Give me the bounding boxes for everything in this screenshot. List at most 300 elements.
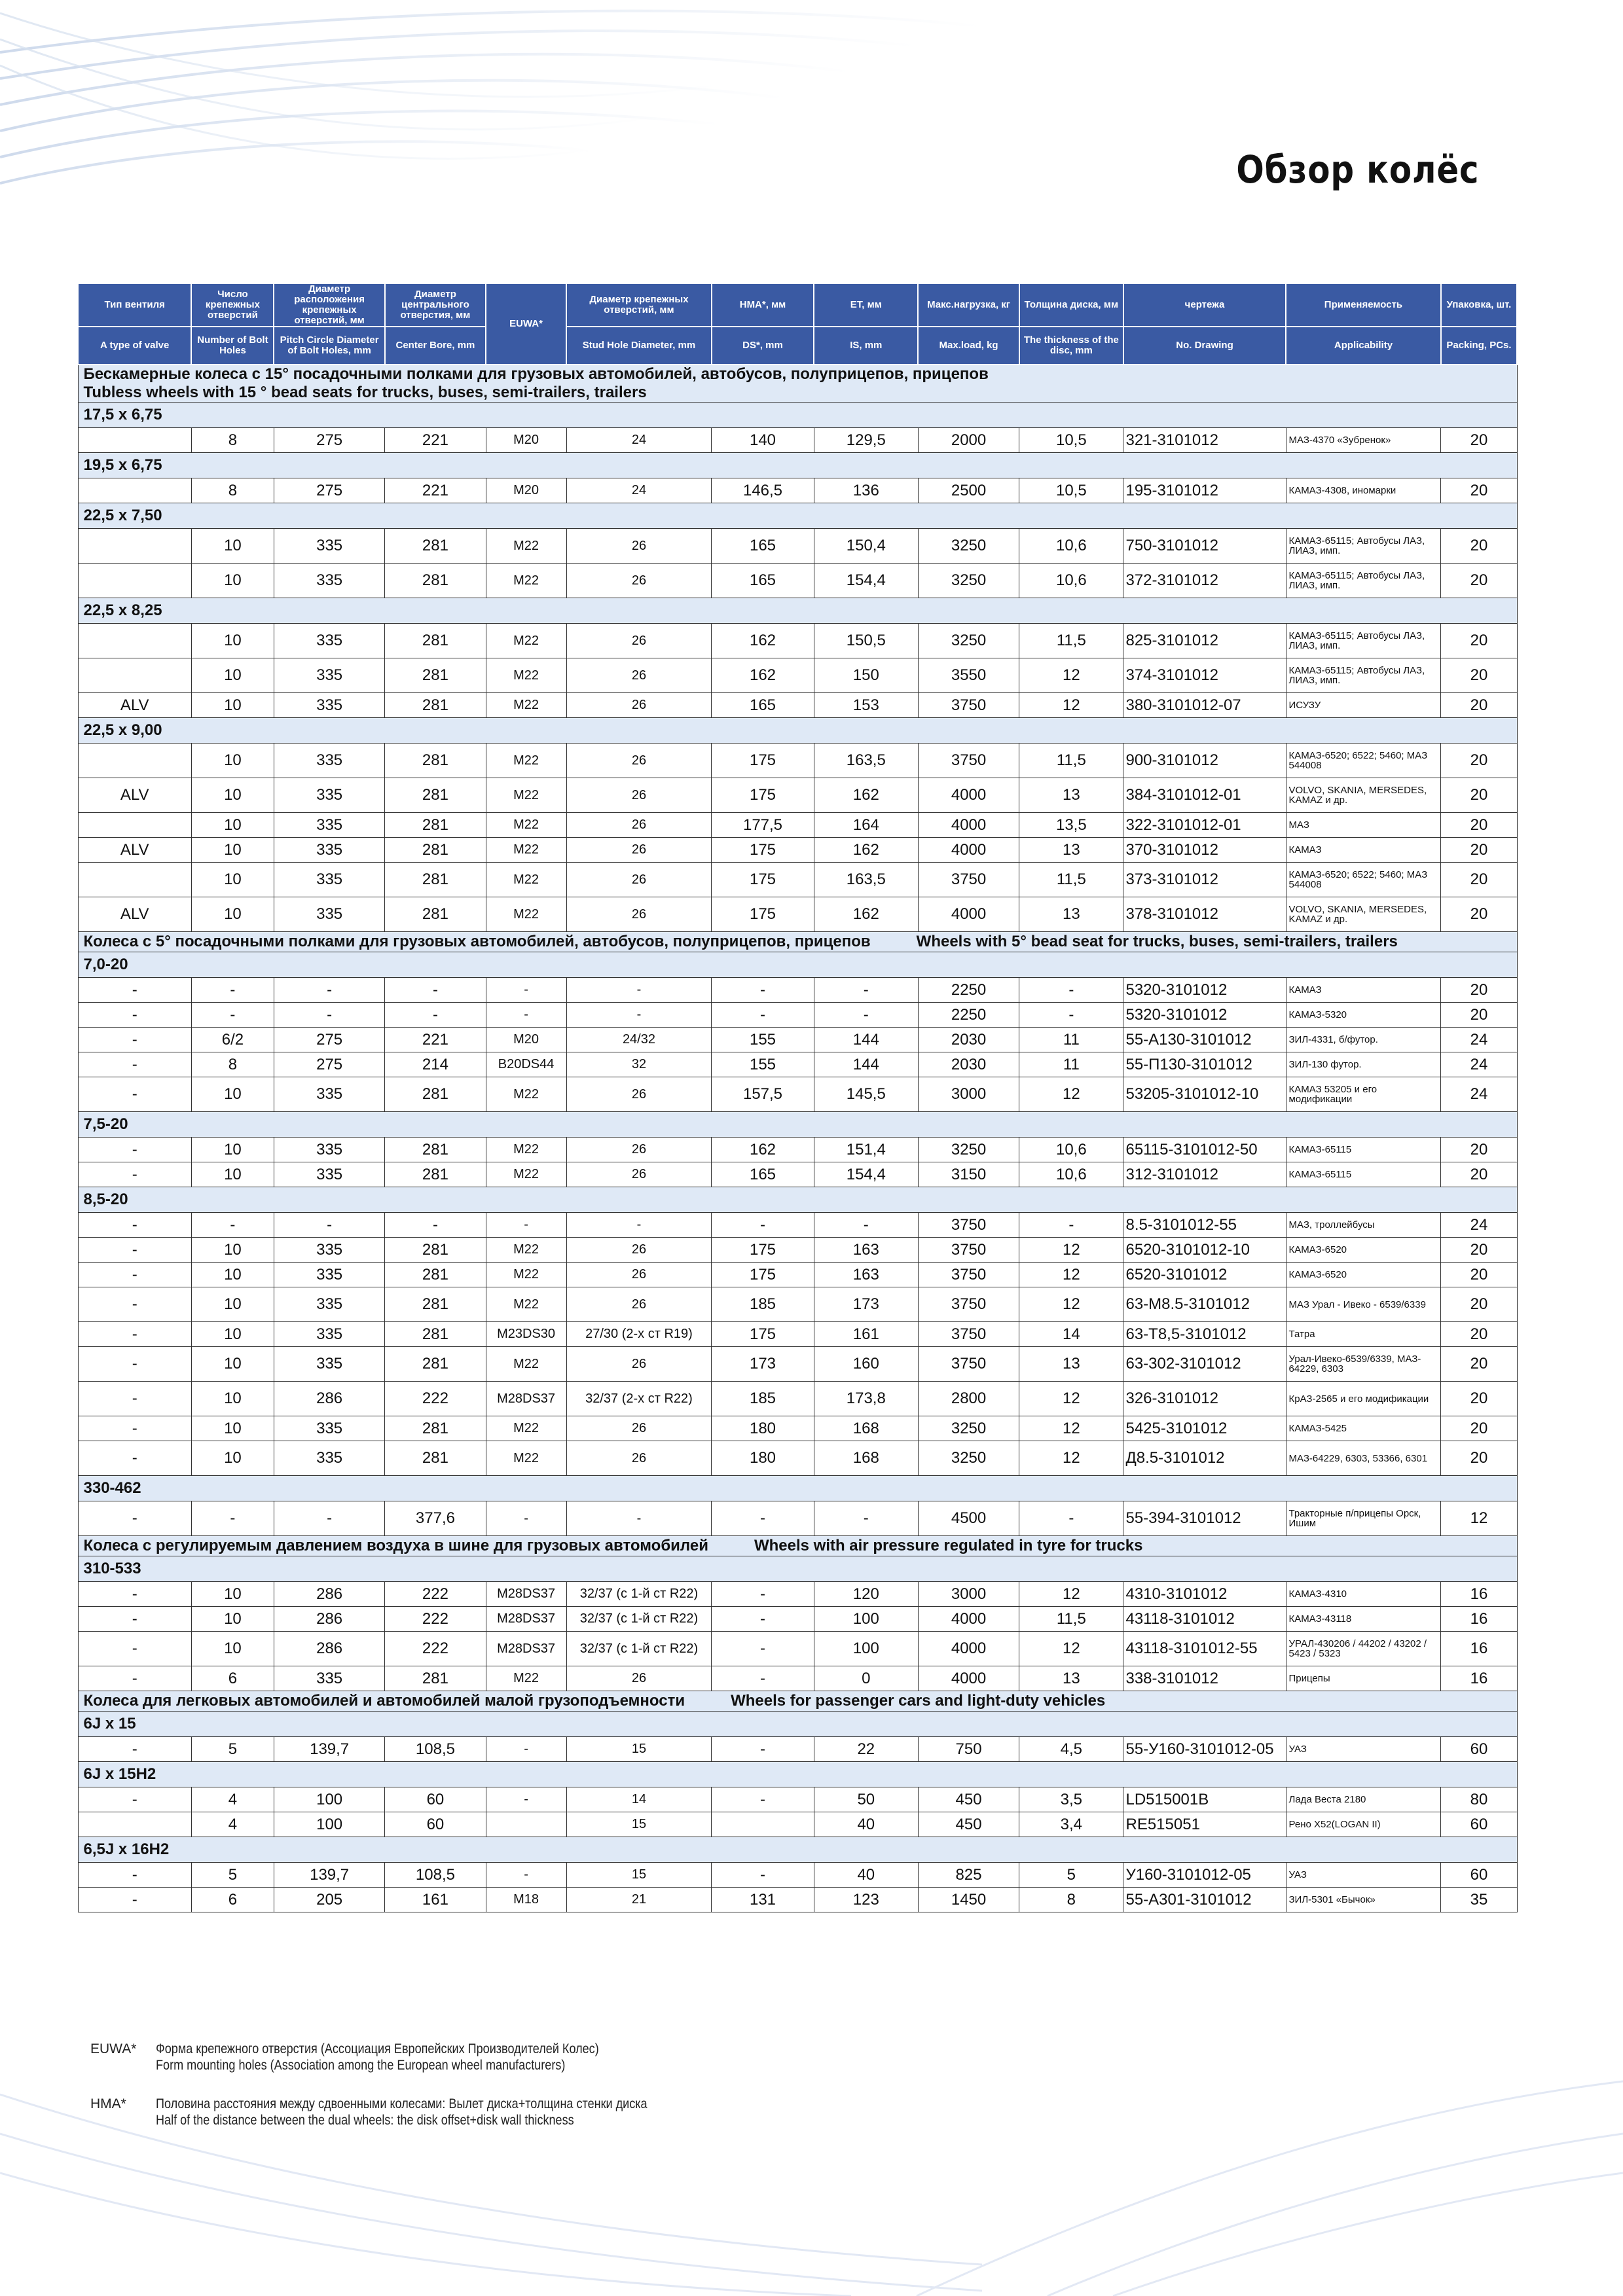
bore-cell: 221: [385, 1028, 486, 1052]
size-row: [78, 1762, 1517, 1787]
valve-cell: -: [78, 1263, 191, 1287]
hma-cell: 185: [712, 1287, 814, 1322]
holes-cell: 6: [191, 1888, 274, 1912]
euwa-cell: M22: [486, 863, 566, 897]
footnotes: [90, 2041, 727, 2151]
bore-cell: 281: [385, 1162, 486, 1187]
holes-cell: 6/2: [191, 1028, 274, 1052]
bore-cell: 281: [385, 1263, 486, 1287]
valve-cell: ALV: [78, 838, 191, 863]
holes-cell: 10: [191, 1441, 274, 1476]
table-row: [78, 778, 1517, 813]
valve-cell: -: [78, 1666, 191, 1691]
thickness-cell: 12: [1019, 1287, 1123, 1322]
stud-cell: 26: [566, 624, 712, 658]
thickness-cell: -: [1019, 1003, 1123, 1028]
applicability-cell: КАМАЗ-65115: [1286, 1162, 1441, 1187]
applicability-cell: Прицепы: [1286, 1666, 1441, 1691]
col-header-thickness-ru: Толщина диска, мм: [1019, 283, 1123, 327]
load-cell: 4000: [918, 1632, 1019, 1666]
bore-cell: 221: [385, 428, 486, 453]
thickness-cell: 12: [1019, 1382, 1123, 1416]
valve-cell: [78, 564, 191, 598]
hma-cell: 185: [712, 1382, 814, 1416]
size-row: [78, 1112, 1517, 1138]
holes-cell: 8: [191, 428, 274, 453]
pcd-cell: 335: [274, 1138, 384, 1162]
et-cell: 22: [814, 1737, 918, 1762]
stud-cell: 32/37 (с 1-й ст R22): [566, 1607, 712, 1632]
applicability-cell: УРАЛ-430206 / 44202 / 43202 / 5423 / 5323: [1286, 1632, 1441, 1666]
applicability-cell: Рено X52(LOGAN II): [1286, 1812, 1441, 1837]
bore-cell: 222: [385, 1607, 486, 1632]
applicability-cell: Тракторные п/прицепы Орск, Ишим: [1286, 1501, 1441, 1536]
hma-cell: 165: [712, 529, 814, 564]
packing-cell: 16: [1441, 1666, 1517, 1691]
col-header-pcd-ru: Диаметр расположения крепежных отверстий, мм: [274, 283, 384, 327]
hma-cell: 146,5: [712, 478, 814, 503]
packing-cell: 20: [1441, 624, 1517, 658]
thickness-cell: -: [1019, 1501, 1123, 1536]
hma-cell: 180: [712, 1441, 814, 1476]
hma-cell: -: [712, 1863, 814, 1888]
valve-cell: [78, 863, 191, 897]
et-cell: 163: [814, 1238, 918, 1263]
load-cell: 3250: [918, 564, 1019, 598]
valve-cell: -: [78, 1077, 191, 1112]
col-header-euwa: EUWA*: [486, 283, 566, 365]
euwa-cell: M28DS37: [486, 1382, 566, 1416]
hma-cell: 162: [712, 658, 814, 693]
bore-cell: 60: [385, 1812, 486, 1837]
pcd-cell: 335: [274, 778, 384, 813]
et-cell: 168: [814, 1416, 918, 1441]
bore-cell: 281: [385, 564, 486, 598]
valve-cell: -: [78, 1582, 191, 1607]
applicability-cell: ИСУЗУ: [1286, 693, 1441, 718]
euwa-cell: -: [486, 1213, 566, 1238]
thickness-cell: 12: [1019, 1238, 1123, 1263]
load-cell: 4000: [918, 1666, 1019, 1691]
euwa-cell: M22: [486, 1077, 566, 1112]
et-cell: 50: [814, 1787, 918, 1812]
applicability-cell: КАМАЗ-43118: [1286, 1607, 1441, 1632]
holes-cell: 10: [191, 1416, 274, 1441]
pcd-cell: 335: [274, 744, 384, 778]
packing-cell: 20: [1441, 478, 1517, 503]
section-header: [78, 365, 1517, 403]
packing-cell: 20: [1441, 1382, 1517, 1416]
holes-cell: 10: [191, 1607, 274, 1632]
thickness-cell: 12: [1019, 1077, 1123, 1112]
bore-cell: 214: [385, 1052, 486, 1077]
thickness-cell: 10,6: [1019, 529, 1123, 564]
table-row: [78, 1787, 1517, 1812]
packing-cell: 20: [1441, 1263, 1517, 1287]
hma-cell: 173: [712, 1347, 814, 1382]
stud-cell: 32/37 (с 1-й ст R22): [566, 1582, 712, 1607]
pcd-cell: 335: [274, 1263, 384, 1287]
pcd-cell: 335: [274, 1077, 384, 1112]
stud-cell: 14: [566, 1787, 712, 1812]
holes-cell: 10: [191, 838, 274, 863]
bore-cell: 281: [385, 1441, 486, 1476]
valve-cell: -: [78, 1441, 191, 1476]
stud-cell: 26: [566, 1077, 712, 1112]
stud-cell: -: [566, 1003, 712, 1028]
et-cell: 0: [814, 1666, 918, 1691]
et-cell: 162: [814, 778, 918, 813]
table-row: [78, 1888, 1517, 1912]
et-cell: 160: [814, 1347, 918, 1382]
drawing-cell: 312-3101012: [1123, 1162, 1286, 1187]
packing-cell: 20: [1441, 564, 1517, 598]
thickness-cell: 13: [1019, 897, 1123, 932]
hma-cell: -: [712, 1787, 814, 1812]
stud-cell: 26: [566, 838, 712, 863]
col-header-bore-ru: Диаметр центрального отверстия, мм: [385, 283, 486, 327]
table-row: [78, 1003, 1517, 1028]
table-row: [78, 478, 1517, 503]
holes-cell: 10: [191, 658, 274, 693]
size-label: 17,5 x 6,75: [78, 403, 1517, 428]
stud-cell: 15: [566, 1737, 712, 1762]
section-header: [78, 932, 1517, 952]
col-header-pcd-en: Pitch Circle Diameter of Bolt Holes, mm: [274, 327, 384, 365]
table-row: [78, 1863, 1517, 1888]
thickness-cell: 10,6: [1019, 1162, 1123, 1187]
load-cell: 2250: [918, 978, 1019, 1003]
packing-cell: 20: [1441, 897, 1517, 932]
euwa-cell: -: [486, 978, 566, 1003]
thickness-cell: 12: [1019, 658, 1123, 693]
hma-cell: -: [712, 1737, 814, 1762]
bore-cell: 108,5: [385, 1737, 486, 1762]
valve-cell: -: [78, 1162, 191, 1187]
table-row: [78, 897, 1517, 932]
drawing-cell: 370-3101012: [1123, 838, 1286, 863]
pcd-cell: 275: [274, 1028, 384, 1052]
size-row: [78, 1837, 1517, 1863]
load-cell: 3750: [918, 744, 1019, 778]
holes-cell: -: [191, 1501, 274, 1536]
et-cell: 161: [814, 1322, 918, 1347]
stud-cell: 26: [566, 693, 712, 718]
applicability-cell: КАМАЗ: [1286, 978, 1441, 1003]
stud-cell: 26: [566, 658, 712, 693]
et-cell: 129,5: [814, 428, 918, 453]
packing-cell: 20: [1441, 658, 1517, 693]
euwa-cell: -: [486, 1003, 566, 1028]
stud-cell: 26: [566, 1416, 712, 1441]
holes-cell: -: [191, 978, 274, 1003]
pcd-cell: 335: [274, 1347, 384, 1382]
hma-cell: 162: [712, 1138, 814, 1162]
holes-cell: 10: [191, 778, 274, 813]
valve-cell: -: [78, 1607, 191, 1632]
size-label: 22,5 x 7,50: [78, 503, 1517, 529]
bore-cell: 377,6: [385, 1501, 486, 1536]
pcd-cell: 335: [274, 1441, 384, 1476]
valve-cell: -: [78, 1322, 191, 1347]
pcd-cell: 335: [274, 838, 384, 863]
thickness-cell: 13,5: [1019, 813, 1123, 838]
valve-cell: -: [78, 1052, 191, 1077]
load-cell: 2500: [918, 478, 1019, 503]
packing-cell: 20: [1441, 693, 1517, 718]
pcd-cell: 335: [274, 1666, 384, 1691]
valve-cell: [78, 1812, 191, 1837]
load-cell: 3250: [918, 1138, 1019, 1162]
thickness-cell: 11: [1019, 1028, 1123, 1052]
size-row: [78, 1476, 1517, 1501]
thickness-cell: 12: [1019, 693, 1123, 718]
stud-cell: 24: [566, 478, 712, 503]
section-title-en: Tubless wheels with 15 ° bead seats for trucks, buses, semi-trailers, trailers: [83, 384, 647, 401]
table-row: [78, 1052, 1517, 1077]
hma-cell: -: [712, 1666, 814, 1691]
bore-cell: 221: [385, 478, 486, 503]
euwa-cell: M18: [486, 1888, 566, 1912]
pcd-cell: 139,7: [274, 1863, 384, 1888]
footnote-text: [156, 2096, 647, 2128]
euwa-cell: M22: [486, 693, 566, 718]
holes-cell: 10: [191, 1238, 274, 1263]
size-label: 7,0-20: [78, 952, 1517, 978]
hma-cell: 155: [712, 1028, 814, 1052]
bore-cell: 281: [385, 1077, 486, 1112]
packing-cell: 20: [1441, 1347, 1517, 1382]
applicability-cell: Лада Веста 2180: [1286, 1787, 1441, 1812]
packing-cell: 60: [1441, 1737, 1517, 1762]
holes-cell: 5: [191, 1737, 274, 1762]
holes-cell: 4: [191, 1812, 274, 1837]
load-cell: 2000: [918, 428, 1019, 453]
thickness-cell: 11,5: [1019, 624, 1123, 658]
hma-cell: 180: [712, 1416, 814, 1441]
drawing-cell: 55-А301-3101012: [1123, 1888, 1286, 1912]
applicability-cell: КАМАЗ-6520; 6522; 5460; МАЗ 544008: [1286, 863, 1441, 897]
stud-cell: 21: [566, 1888, 712, 1912]
col-header-valve-ru: Тип вентиля: [78, 283, 191, 327]
packing-cell: 24: [1441, 1077, 1517, 1112]
holes-cell: 10: [191, 564, 274, 598]
load-cell: 4000: [918, 778, 1019, 813]
table-row: [78, 564, 1517, 598]
drawing-cell: 5320-3101012: [1123, 1003, 1286, 1028]
bore-cell: 281: [385, 1287, 486, 1322]
et-cell: 163,5: [814, 744, 918, 778]
drawing-cell: 321-3101012: [1123, 428, 1286, 453]
stud-cell: 24: [566, 428, 712, 453]
hma-cell: -: [712, 1501, 814, 1536]
drawing-cell: 55-394-3101012: [1123, 1501, 1286, 1536]
euwa-cell: M28DS37: [486, 1582, 566, 1607]
stud-cell: 26: [566, 1347, 712, 1382]
col-header-drawing-en: No. Drawing: [1123, 327, 1286, 365]
footnote-hma: [90, 2096, 727, 2128]
et-cell: 120: [814, 1582, 918, 1607]
holes-cell: 10: [191, 1322, 274, 1347]
hma-cell: 175: [712, 1263, 814, 1287]
size-label: 330-462: [78, 1476, 1517, 1501]
applicability-cell: КАМАЗ-5320: [1286, 1003, 1441, 1028]
euwa-cell: M28DS37: [486, 1632, 566, 1666]
stud-cell: 26: [566, 1263, 712, 1287]
et-cell: 40: [814, 1863, 918, 1888]
bore-cell: 222: [385, 1582, 486, 1607]
et-cell: 173,8: [814, 1382, 918, 1416]
col-header-thickness-en: The thickness of the disc, mm: [1019, 327, 1123, 365]
packing-cell: 20: [1441, 1287, 1517, 1322]
holes-cell: 4: [191, 1787, 274, 1812]
col-header-applicability-en: Applicability: [1286, 327, 1441, 365]
pcd-cell: 335: [274, 1238, 384, 1263]
load-cell: 3150: [918, 1162, 1019, 1187]
load-cell: 3250: [918, 624, 1019, 658]
hma-cell: 165: [712, 564, 814, 598]
holes-cell: 10: [191, 1263, 274, 1287]
load-cell: 4500: [918, 1501, 1019, 1536]
bore-cell: 281: [385, 693, 486, 718]
holes-cell: 10: [191, 693, 274, 718]
packing-cell: 16: [1441, 1607, 1517, 1632]
euwa-cell: M20: [486, 1028, 566, 1052]
stud-cell: 26: [566, 744, 712, 778]
stud-cell: 26: [566, 1441, 712, 1476]
table-row: [78, 1582, 1517, 1607]
euwa-cell: M22: [486, 1238, 566, 1263]
drawing-cell: 63-М8.5-3101012: [1123, 1287, 1286, 1322]
thickness-cell: 11,5: [1019, 863, 1123, 897]
euwa-cell: M22: [486, 813, 566, 838]
pcd-cell: 139,7: [274, 1737, 384, 1762]
holes-cell: 10: [191, 1138, 274, 1162]
bore-cell: -: [385, 978, 486, 1003]
section-title: [78, 1536, 1517, 1556]
hma-cell: -: [712, 1003, 814, 1028]
table-row: [78, 1287, 1517, 1322]
pcd-cell: 335: [274, 658, 384, 693]
table-row: [78, 1238, 1517, 1263]
et-cell: 100: [814, 1607, 918, 1632]
section-title: [78, 1691, 1517, 1712]
stud-cell: 26: [566, 1287, 712, 1322]
pcd-cell: 335: [274, 693, 384, 718]
valve-cell: -: [78, 1416, 191, 1441]
drawing-cell: 53205-3101012-10: [1123, 1077, 1286, 1112]
thickness-cell: 10,6: [1019, 564, 1123, 598]
stud-cell: 15: [566, 1863, 712, 1888]
bore-cell: 222: [385, 1632, 486, 1666]
et-cell: 150,4: [814, 529, 918, 564]
bore-cell: 281: [385, 1666, 486, 1691]
valve-cell: -: [78, 1632, 191, 1666]
load-cell: 3250: [918, 1416, 1019, 1441]
col-header-hma-ru: HMA*, мм: [712, 283, 814, 327]
thickness-cell: 12: [1019, 1441, 1123, 1476]
col-header-packing-ru: Упаковка, шт.: [1441, 283, 1517, 327]
applicability-cell: VOLVO, SKANIA, MERSEDES, KAMAZ и др.: [1286, 897, 1441, 932]
load-cell: 4000: [918, 838, 1019, 863]
hma-cell: 175: [712, 897, 814, 932]
bore-cell: 161: [385, 1888, 486, 1912]
hma-cell: -: [712, 978, 814, 1003]
stud-cell: -: [566, 1501, 712, 1536]
et-cell: 162: [814, 897, 918, 932]
table-row: [78, 1441, 1517, 1476]
footnote-key: EUWA*: [90, 2041, 137, 2056]
valve-cell: -: [78, 1501, 191, 1536]
drawing-cell: 55-П130-3101012: [1123, 1052, 1286, 1077]
col-header-stud-en: Stud Hole Diameter, mm: [566, 327, 712, 365]
thickness-cell: 5: [1019, 1863, 1123, 1888]
pcd-cell: 335: [274, 813, 384, 838]
valve-cell: [78, 813, 191, 838]
holes-cell: 10: [191, 1287, 274, 1322]
table-row: [78, 1382, 1517, 1416]
euwa-cell: M22: [486, 744, 566, 778]
bore-cell: 281: [385, 658, 486, 693]
valve-cell: [78, 744, 191, 778]
et-cell: 164: [814, 813, 918, 838]
hma-cell: 140: [712, 428, 814, 453]
stud-cell: -: [566, 1213, 712, 1238]
size-label: 6J x 15: [78, 1712, 1517, 1737]
section-title-ru: Колеса для легковых автомобилей и автомобилей малой грузоподъемности: [83, 1692, 685, 1710]
euwa-cell: -: [486, 1737, 566, 1762]
et-cell: 123: [814, 1888, 918, 1912]
thickness-cell: 13: [1019, 1666, 1123, 1691]
packing-cell: 20: [1441, 1003, 1517, 1028]
section-title: [78, 932, 1517, 952]
section-title-en: Wheels for passenger cars and light-duty vehicles: [731, 1692, 1106, 1710]
packing-cell: 35: [1441, 1888, 1517, 1912]
pcd-cell: -: [274, 1003, 384, 1028]
hma-cell: 165: [712, 1162, 814, 1187]
table-row: [78, 1263, 1517, 1287]
table-row: [78, 1812, 1517, 1837]
section-title-ru: Бескамерные колеса с 15° посадочными полками для грузовых автомобилей, автобусов, полуприцепов, прицепов: [83, 365, 989, 383]
header-row-ru: [78, 283, 1517, 327]
thickness-cell: 12: [1019, 1632, 1123, 1666]
hma-cell: [712, 1812, 814, 1837]
et-cell: 173: [814, 1287, 918, 1322]
thickness-cell: 3,5: [1019, 1787, 1123, 1812]
stud-cell: 32/37 (с 1-й ст R22): [566, 1632, 712, 1666]
stud-cell: 26: [566, 813, 712, 838]
hma-cell: 131: [712, 1888, 814, 1912]
drawing-cell: 55-А130-3101012: [1123, 1028, 1286, 1052]
stud-cell: 15: [566, 1812, 712, 1837]
packing-cell: 20: [1441, 778, 1517, 813]
table-row: [78, 863, 1517, 897]
holes-cell: 10: [191, 897, 274, 932]
stud-cell: 26: [566, 897, 712, 932]
load-cell: 3000: [918, 1582, 1019, 1607]
size-row: [78, 598, 1517, 624]
drawing-cell: 380-3101012-07: [1123, 693, 1286, 718]
pcd-cell: 286: [274, 1382, 384, 1416]
size-label: 22,5 x 8,25: [78, 598, 1517, 624]
euwa-cell: B20DS44: [486, 1052, 566, 1077]
thickness-cell: 12: [1019, 1582, 1123, 1607]
drawing-cell: 43118-3101012-55: [1123, 1632, 1286, 1666]
pcd-cell: 275: [274, 1052, 384, 1077]
section-title: [78, 365, 1517, 403]
table-row: [78, 1607, 1517, 1632]
euwa-cell: M22: [486, 658, 566, 693]
